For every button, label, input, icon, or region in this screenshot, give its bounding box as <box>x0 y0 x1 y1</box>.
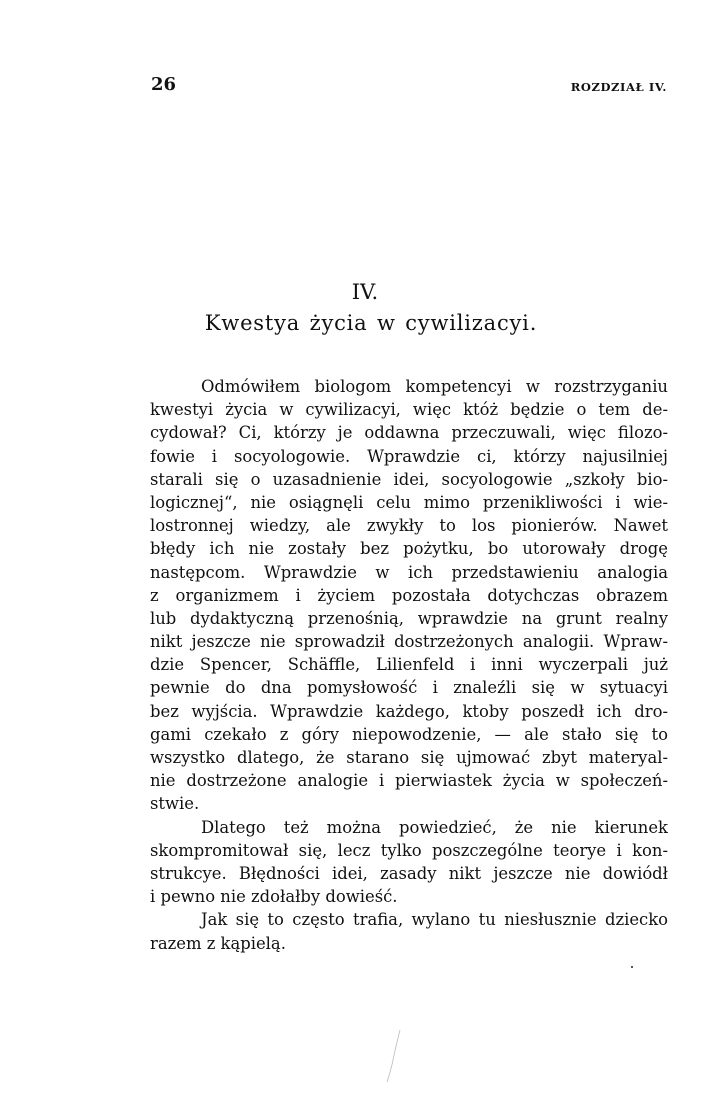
text-line: i pewno nie zdołałby dowieść. <box>150 887 398 907</box>
text-line: skompromitował się, lecz tylko poszczególne teorye i kon- <box>150 840 668 860</box>
text-line: cydował? Ci, którzy je oddawna przeczuwali, więc filozo- <box>150 423 668 443</box>
text-line: dzie Spencer, Schäffle, Lilienfeld i inni wyczerpali już <box>150 655 668 675</box>
text-line: nie dostrzeżone analogie i pierwiastek życia w społeczeń- <box>150 771 668 791</box>
text-line: nikt jeszcze nie sprowadził dostrzeżonych analogii. Wpraw- <box>150 632 668 652</box>
text-line: stwie. <box>150 794 200 814</box>
stray-mark <box>631 966 633 968</box>
page-number: 26 <box>151 74 177 95</box>
text-line: gami czekało z góry niepowodzenie, — ale stało się to <box>150 724 668 744</box>
text-line: wszystko dlatego, że starano się ujmować zbyt materyal- <box>150 748 668 767</box>
text-line: strukcye. Błędności idei, zasady nikt jeszcze nie dowiódł <box>150 863 668 883</box>
running-head <box>151 74 667 98</box>
text-line: Dlatego też można powiedzieć, że nie kierunek <box>201 817 668 837</box>
text-line: błędy ich nie zostały bez pożytku, bo utorowały drogę <box>150 539 668 559</box>
running-title: ROZDZIAŁ IV. <box>570 80 667 94</box>
text-line: następcom. Wprawdzie w ich przedstawieniu analogia <box>150 562 668 582</box>
text-line: lostronnej wiedzy, ale zwykły to los pionierów. Nawet <box>150 516 668 536</box>
chapter-number: IV. <box>351 280 379 304</box>
text-line: lub dydaktyczną przenośnią, wprawdzie na grunt realny <box>150 608 668 628</box>
text-line: starali się o uzasadnienie idei, socyologowie „szkoły bio- <box>150 469 668 489</box>
scratch-mark <box>383 1028 407 1084</box>
text-line: Jak się to często trafia, wylano tu niesłusznie dziecko <box>201 910 668 930</box>
text-line: razem z kąpielą. <box>150 933 286 953</box>
text-line: z organizmem i życiem pozostała dotychczas obrazem <box>150 585 668 605</box>
text-line: kwestyi życia w cywilizacyi, więc któż będzie o tem de- <box>150 400 668 420</box>
text-line: fowie i socyologowie. Wprawdzie ci, którzy najusilniej <box>150 446 668 466</box>
chapter-title: Kwestya życia w cywilizacyi. <box>204 311 538 335</box>
body-text <box>150 375 668 955</box>
text-line: Odmówiłem biologom kompetencyi w rozstrzyganiu <box>201 377 668 396</box>
text-line: logicznej“, nie osiągnęli celu mimo przenikliwości i wie- <box>150 492 668 512</box>
text-line: pewnie do dna pomysłowość i znaleźli się w sytuacyi <box>150 678 668 698</box>
text-line: bez wyjścia. Wprawdzie każdego, ktoby poszedł ich dro- <box>150 701 668 721</box>
